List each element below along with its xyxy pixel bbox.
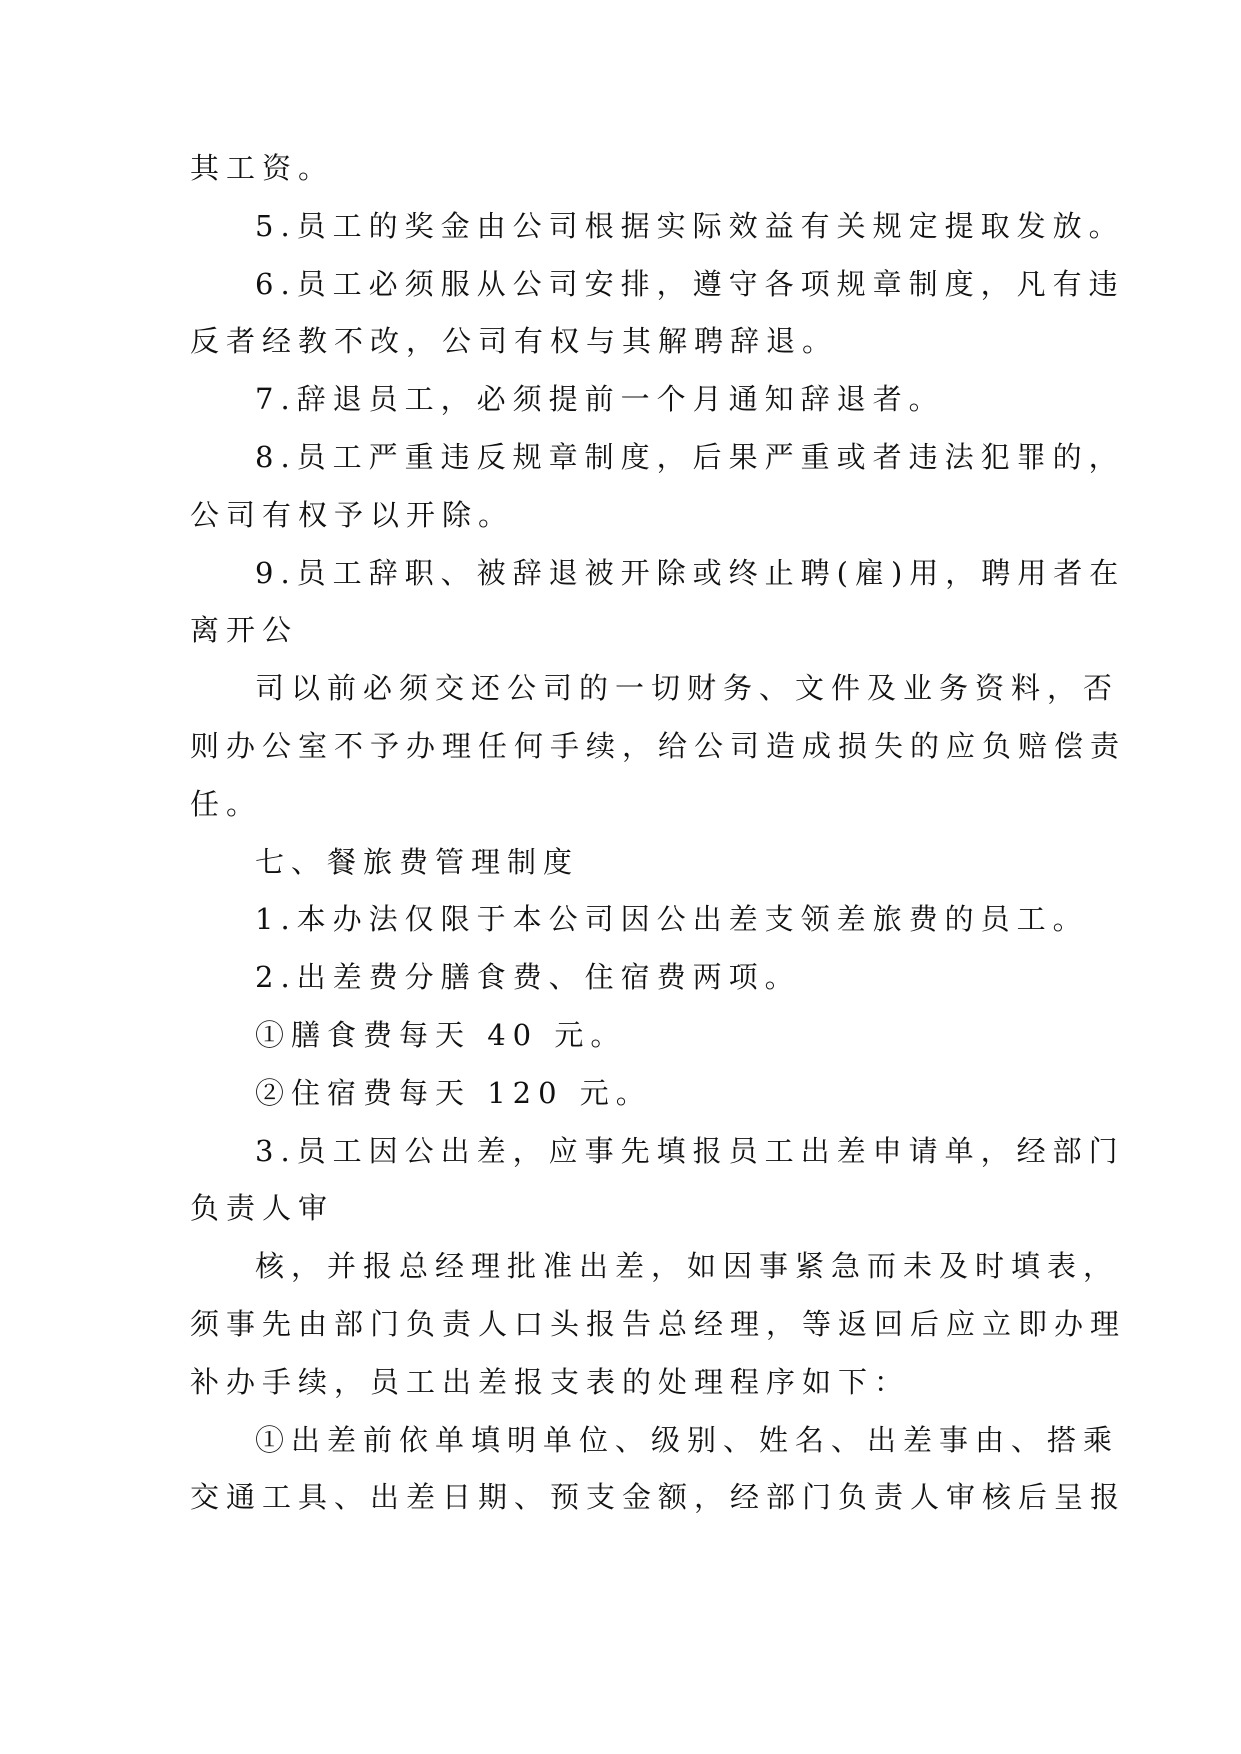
section-heading: 七、餐旅费管理制度 xyxy=(255,845,580,879)
text-line: ①出差前依单填明单位、级别、姓名、出差事由、搭乘 xyxy=(255,1423,1120,1457)
text-line: 8.员工严重违反规章制度，后果严重或者违法犯罪的， xyxy=(255,440,1125,474)
text-line: 3.员工因公出差，应事先填报员工出差申请单，经部门 xyxy=(255,1134,1125,1168)
text-line: 任。 xyxy=(190,787,263,821)
text-line: 6.员工必须服从公司安排，遵守各项规章制度，凡有违 xyxy=(255,267,1125,301)
text-line: 则办公室不予办理任何手续，给公司造成损失的应负赔偿责 xyxy=(190,729,1127,763)
text-line: 负责人审 xyxy=(190,1191,335,1225)
text-line: 离开公 xyxy=(190,613,299,647)
text-line: 交通工具、出差日期、预支金额，经部门负责人审核后呈报 xyxy=(190,1480,1127,1514)
text-line: 5.员工的奖金由公司根据实际效益有关规定提取发放。 xyxy=(255,209,1125,243)
text-line: 1.本办法仅限于本公司因公出差支领差旅费的员工。 xyxy=(255,902,1089,936)
text-line: 反者经教不改，公司有权与其解聘辞退。 xyxy=(190,324,839,358)
text-line: ①膳食费每天 40 元。 xyxy=(255,1018,627,1052)
text-line: 公司有权予以开除。 xyxy=(190,498,515,532)
text-line: 核，并报总经理批准出差，如因事紧急而未及时填表， xyxy=(255,1249,1120,1283)
text-line: 补办手续，员工出差报支表的处理程序如下： xyxy=(190,1365,911,1399)
text-line: 须事先由部门负责人口头报告总经理，等返回后应立即办理 xyxy=(190,1307,1127,1341)
text-line: 2.出差费分膳食费、住宿费两项。 xyxy=(255,960,801,994)
text-line: 司以前必须交还公司的一切财务、文件及业务资料，否 xyxy=(255,671,1120,705)
text-line: 其工资。 xyxy=(190,151,335,185)
text-line: 7.辞退员工，必须提前一个月通知辞退者。 xyxy=(255,382,945,416)
text-line: 9.员工辞职、被辞退被开除或终止聘(雇)用，聘用者在 xyxy=(255,556,1126,590)
text-line: ②住宿费每天 120 元。 xyxy=(255,1076,652,1110)
